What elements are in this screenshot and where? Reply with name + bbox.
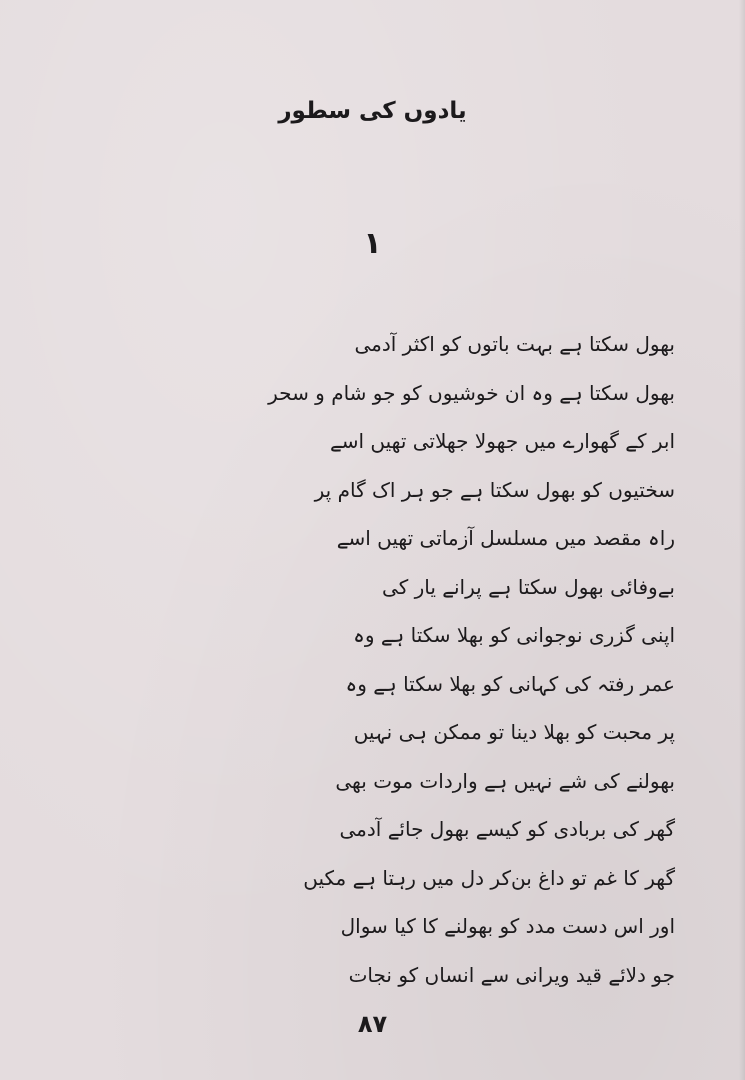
poem-line: بھولنے کی شے نہیں ہے واردات موت بھی	[335, 768, 675, 793]
poem-line: بھول سکتا ہے وہ ان خوشیوں کو جو شام و سحر	[268, 380, 675, 405]
page-number: ۸۷	[357, 1010, 388, 1038]
poem-line: اپنی گزری نوجوانی کو بھلا سکتا ہے وہ	[353, 623, 675, 647]
poem-title: یادوں کی سطور	[278, 98, 467, 124]
page-edge-shadow	[739, 0, 745, 1080]
poem-line: اور اس دست مدد کو بھولنے کا کیا سوال	[340, 914, 675, 938]
poem-line: جو دلائے قید ویرانی سے انساں کو نجات	[348, 962, 675, 987]
poem-line: ابر کے گھوارے میں جھولا جھلاتی تھیں اسے	[329, 429, 675, 453]
poem-body	[205, 320, 675, 999]
poem-line: بےوفائی بھول سکتا ہے پرانے یار کی	[382, 574, 675, 599]
poem-line: گھر کا غم تو داغ بن‌کر دل میں رہتا ہے مکیں	[303, 865, 675, 890]
poem-line: راہ مقصد میں مسلسل آزماتی تھیں اسے	[336, 526, 675, 550]
poem-line: بھول سکتا ہے بہت باتوں کو اکثر آدمی	[354, 332, 675, 356]
section-number: ۱	[363, 226, 382, 261]
poem-line: گھر کی بربادی کو کیسے بھول جائے آدمی	[339, 817, 675, 841]
poem-line: سختیوں کو بھول سکتا ہے جو ہر اک گام پر	[314, 477, 675, 502]
poem-line: پر محبت کو بھلا دینا تو ممکن ہی نہیں	[353, 720, 675, 744]
poem-line: عمر رفتہ کی کہانی کو بھلا سکتا ہے وہ	[345, 671, 675, 696]
